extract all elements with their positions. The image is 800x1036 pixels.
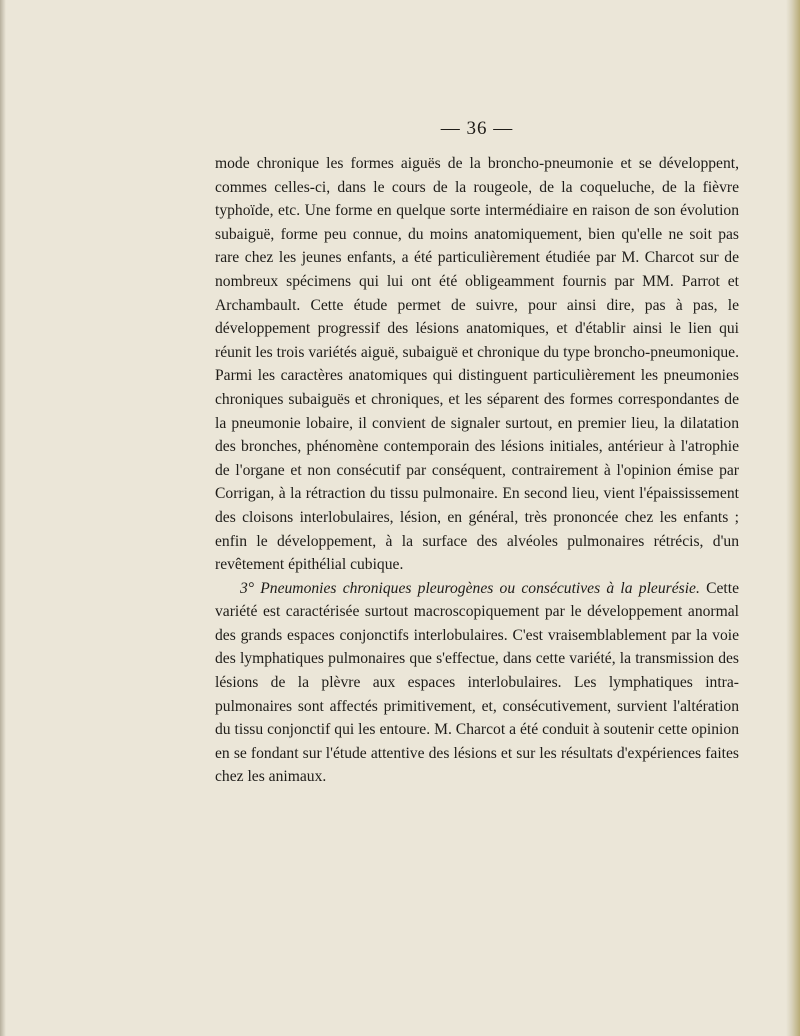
book-page: [215, 118, 739, 789]
paragraph-1-text: mode chronique les formes aiguës de la broncho-pneumonie et se développent, commes celles-ci, dans le cours de la rougeole, de la coqueluche, de la fièvre typhoïde, etc. Une forme en quelque sorte intermédiaire en raison de son évolution subaiguë, forme peu connue, du moins anatomiquement, bien qu'elle ne soit pas rare chez les jeunes enfants, a été particulièrement étudiée par M. Charcot sur de nombreux spécimens qui lui ont été obligeamment fournis par MM. Parrot et Archambault. Cette étude permet de suivre, pour ainsi dire, pas à pas, le développement progressif des lésions anatomiques, et d'établir ainsi le lien qui réunit les trois variétés aiguë, subaiguë et chronique du type broncho-pneumonique. Parmi les caractères anatomiques qui distinguent particulièrement les pneumonies chroniques subaiguës et chroniques, et les séparent des formes correspondantes de la pneumonie lobaire, il convient de signaler surtout, en premier lieu, la dilatation des bronches, phénomène contemporain des lésions initiales, antérieur à l'atrophie de l'organe et non consécutif par conséquent, contrairement à l'opinion émise par Corrigan, à la rétraction du tissu pulmonaire. En second lieu, vient l'épaississement des cloisons interlobulaires, lésion, en général, très prononcée chez les enfants ; enfin le développement, à la surface des alvéoles pulmonaires rétrécis, d'un revêtement épithélial cubique.: [215, 155, 739, 574]
paragraph-continued: [215, 152, 739, 577]
page-left-edge-shadow: [0, 0, 6, 1036]
page-right-edge-shadow: [786, 0, 800, 1036]
page-number: — 36 —: [440, 118, 514, 139]
paragraph-2-text: Cette variété est caractérisée surtout macroscopiquement par le développement anormal des grands espaces conjonctifs interlobulaires. C'est vraisemblablement par la voie des lymphatiques pulmonaires que s'effectue, dans cette variété, la transmission des lésions de la plèvre aux espaces interlobulaires. Les lymphatiques intra-pulmonaires sont affectés primitivement, et, consécutivement, survient l'altération du tissu conjonctif qui les entoure. M. Charcot a été conduit à soutenir cette opinion en se fondant sur l'étude attentive des lésions et sur les résultats d'expériences faites chez les animaux.: [215, 579, 740, 786]
section-heading-italic: 3° Pneumonies chroniques pleurogènes ou consécutives à la pleurésie.: [240, 579, 700, 597]
paragraph-pneumonies-pleurogenes: [215, 577, 739, 789]
